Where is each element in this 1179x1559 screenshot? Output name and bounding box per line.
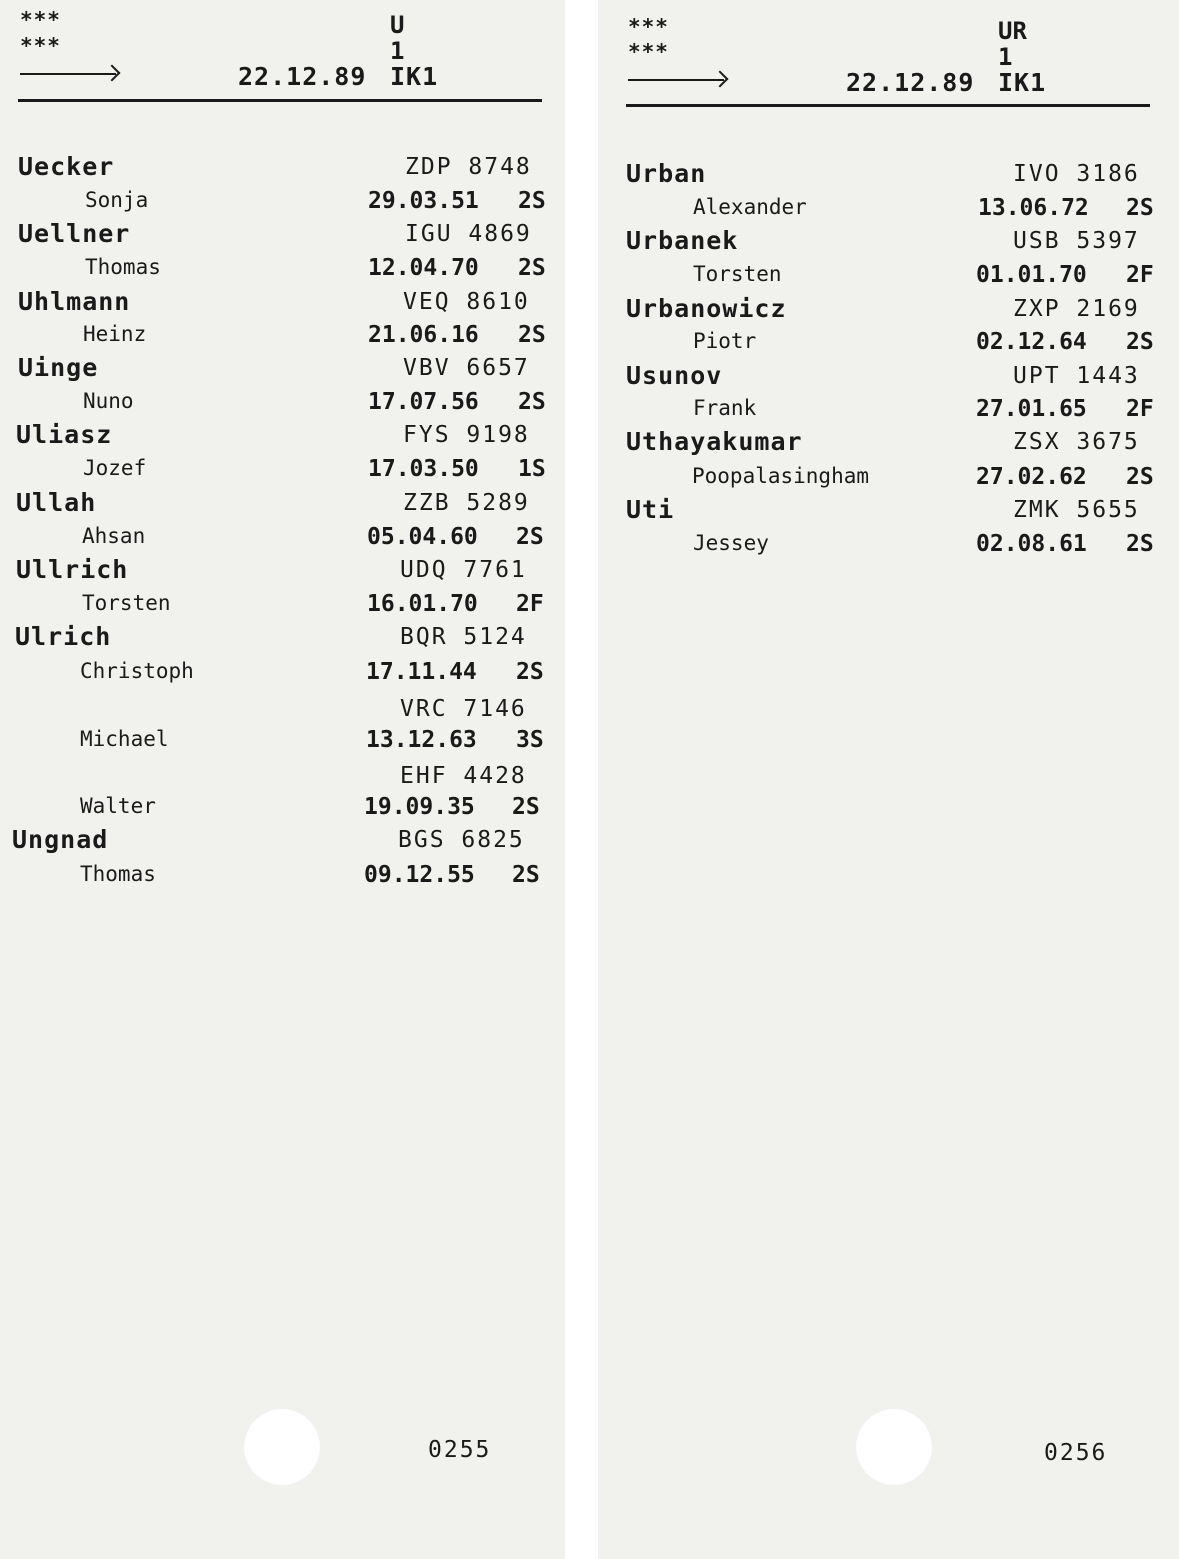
list-item — [0, 657, 565, 687]
header-rule — [626, 104, 1150, 107]
list-item — [598, 361, 1179, 391]
header-code-line-2: 1 — [998, 43, 1013, 71]
class-code: 2S — [516, 659, 544, 685]
list-item — [598, 394, 1179, 424]
header-stars-line-1: *** — [20, 8, 61, 32]
punch-hole — [243, 1408, 321, 1486]
class-code: 2S — [1126, 464, 1154, 490]
first-name: Jessey — [693, 531, 769, 555]
birth-date: 27.02.62 — [976, 464, 1087, 490]
list-item — [0, 320, 565, 350]
list-item — [598, 427, 1179, 457]
surname: Ullah — [16, 488, 97, 517]
first-name: Nuno — [83, 389, 134, 413]
class-code: 2F — [1126, 396, 1154, 422]
birth-date: 05.04.60 — [367, 524, 478, 550]
surname: Uliasz — [16, 420, 113, 449]
list-item — [0, 420, 565, 450]
list-item — [0, 253, 565, 283]
document-number: ZXP 2169 — [1013, 296, 1140, 322]
header-date: 22.12.89 — [238, 62, 367, 91]
class-code: 2S — [1126, 329, 1154, 355]
class-code: 2S — [1126, 531, 1154, 557]
surname: Ungnad — [12, 825, 109, 854]
surname: Urban — [626, 159, 707, 188]
first-name: Thomas — [80, 862, 156, 886]
surname: Urbanek — [626, 226, 739, 255]
list-item — [0, 761, 565, 791]
class-code: 2S — [518, 188, 546, 214]
document-number: IGU 4869 — [405, 221, 532, 247]
list-item — [0, 694, 565, 724]
document-number: FYS 9198 — [403, 422, 530, 448]
birth-date: 02.08.61 — [976, 531, 1087, 557]
list-item — [0, 860, 565, 890]
first-name: Poopalasingham — [692, 464, 870, 488]
header-rule — [18, 99, 542, 102]
list-item — [0, 825, 565, 855]
index-card-right — [598, 0, 1179, 1559]
list-item — [0, 488, 565, 518]
header-register: IK1 — [390, 62, 439, 91]
surname: Urbanowicz — [626, 294, 787, 323]
header-date: 22.12.89 — [846, 68, 975, 97]
document-number: UPT 1443 — [1013, 363, 1140, 389]
birth-date: 17.07.56 — [368, 389, 479, 415]
list-item — [0, 589, 565, 619]
first-name: Christoph — [80, 659, 194, 683]
list-item — [0, 219, 565, 249]
class-code: 2S — [518, 322, 546, 348]
class-code: 1S — [518, 456, 546, 482]
header-register: IK1 — [998, 68, 1047, 97]
first-name: Michael — [80, 727, 169, 751]
list-item — [0, 792, 565, 822]
document-number: ZDP 8748 — [405, 154, 532, 180]
surname: Uti — [626, 495, 675, 524]
header-stars-line-2: *** — [628, 40, 669, 64]
list-item — [598, 462, 1179, 492]
list-item — [598, 327, 1179, 357]
first-name: Sonja — [85, 188, 149, 212]
first-name: Heinz — [83, 322, 147, 346]
birth-date: 17.11.44 — [366, 659, 477, 685]
list-item — [0, 522, 565, 552]
birth-date: 02.12.64 — [976, 329, 1087, 355]
surname: Ulrich — [15, 622, 112, 651]
list-item — [0, 454, 565, 484]
class-code: 2S — [512, 862, 540, 888]
header-code-line-1: U — [390, 11, 405, 39]
class-code: 2S — [1126, 195, 1154, 221]
class-code: 3S — [516, 727, 544, 753]
card-number: 0256 — [1044, 1440, 1108, 1466]
punch-hole — [855, 1408, 933, 1486]
birth-date: 01.01.70 — [976, 262, 1087, 288]
surname: Usunov — [626, 361, 723, 390]
list-item — [0, 387, 565, 417]
birth-date: 17.03.50 — [368, 456, 479, 482]
list-item — [0, 186, 565, 216]
card-number: 0255 — [428, 1437, 492, 1463]
document-number: ZMK 5655 — [1013, 497, 1140, 523]
first-name: Piotr — [693, 329, 757, 353]
class-code: 2F — [1126, 262, 1154, 288]
surname: Uthayakumar — [626, 427, 803, 456]
document-number: VEQ 8610 — [403, 289, 530, 315]
birth-date: 09.12.55 — [364, 862, 475, 888]
first-name: Walter — [80, 794, 156, 818]
index-card-left — [0, 0, 565, 1559]
birth-date: 13.06.72 — [978, 195, 1089, 221]
arrow-icon — [628, 79, 724, 81]
birth-date: 19.09.35 — [364, 794, 475, 820]
list-item — [0, 725, 565, 755]
document-number: ZZB 5289 — [403, 490, 530, 516]
class-code: 2S — [512, 794, 540, 820]
header-code-line-2: 1 — [390, 37, 405, 65]
document-number: IVO 3186 — [1013, 161, 1140, 187]
class-code: 2F — [516, 591, 544, 617]
surname: Ullrich — [16, 555, 129, 584]
first-name: Torsten — [693, 262, 782, 286]
surname: Uinge — [18, 353, 99, 382]
birth-date: 12.04.70 — [368, 255, 479, 281]
birth-date: 29.03.51 — [368, 188, 479, 214]
birth-date: 21.06.16 — [368, 322, 479, 348]
list-item — [598, 294, 1179, 324]
list-item — [598, 495, 1179, 525]
document-number: BQR 5124 — [400, 624, 527, 650]
list-item — [0, 622, 565, 652]
birth-date: 13.12.63 — [366, 727, 477, 753]
first-name: Thomas — [85, 255, 161, 279]
document-number: VRC 7146 — [400, 696, 527, 722]
birth-date: 27.01.65 — [976, 396, 1087, 422]
list-item — [598, 260, 1179, 290]
surname: Uellner — [18, 219, 131, 248]
surname: Uecker — [18, 152, 115, 181]
list-item — [598, 226, 1179, 256]
list-item — [0, 152, 565, 182]
header-stars-line-1: *** — [628, 15, 669, 39]
list-item — [0, 555, 565, 585]
header-code-line-1: UR — [998, 17, 1027, 45]
birth-date: 16.01.70 — [367, 591, 478, 617]
document-number: VBV 6657 — [403, 355, 530, 381]
class-code: 2S — [516, 524, 544, 550]
first-name: Alexander — [693, 195, 807, 219]
list-item — [598, 159, 1179, 189]
header-stars-line-2: *** — [20, 34, 61, 58]
document-number: ZSX 3675 — [1013, 429, 1140, 455]
document-number: UDQ 7761 — [400, 557, 527, 583]
list-item — [598, 193, 1179, 223]
list-item — [0, 287, 565, 317]
class-code: 2S — [518, 255, 546, 281]
first-name: Jozef — [83, 456, 147, 480]
document-number: BGS 6825 — [398, 827, 525, 853]
first-name: Torsten — [82, 591, 171, 615]
class-code: 2S — [518, 389, 546, 415]
arrow-icon — [20, 73, 116, 75]
surname: Uhlmann — [18, 287, 131, 316]
document-number: USB 5397 — [1013, 228, 1140, 254]
first-name: Frank — [693, 396, 757, 420]
list-item — [0, 353, 565, 383]
list-item — [598, 529, 1179, 559]
first-name: Ahsan — [82, 524, 146, 548]
document-number: EHF 4428 — [400, 763, 527, 789]
